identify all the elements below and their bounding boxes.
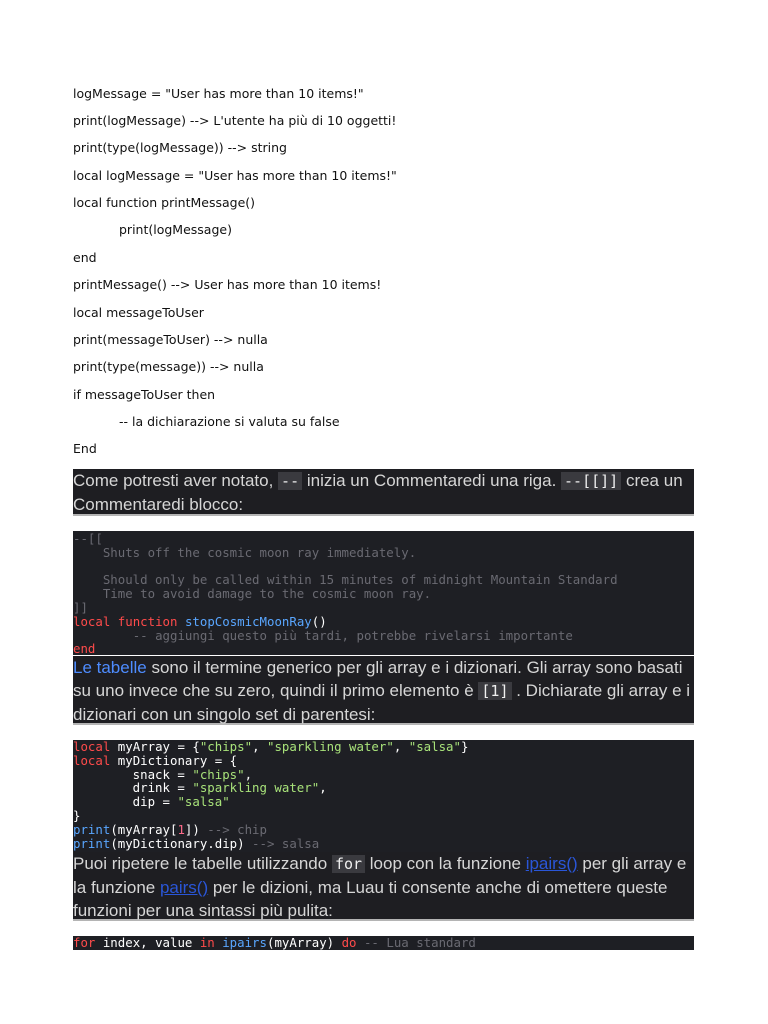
- code-text: (myDictionary.dip): [110, 835, 245, 851]
- code-comment: Should only be called within 15 minutes of midnight Mountain Standard: [73, 572, 618, 588]
- code-text: myDictionary = {: [110, 752, 238, 768]
- code-string: "sparkling water": [266, 740, 394, 754]
- inline-code: --: [278, 472, 302, 490]
- prose-text: crea un Commentaredi blocco:: [73, 471, 683, 514]
- text-line: print(type(logMessage)) --> string: [73, 140, 287, 155]
- text-line: -- la dichiarazione si valuta su false: [119, 414, 340, 429]
- code-comment: ]]: [73, 599, 88, 615]
- code-text: }: [460, 740, 469, 754]
- text-line: print(messageToUser) --> nulla: [73, 332, 268, 347]
- prose-text: loop con la funzione: [365, 854, 526, 873]
- code-function-name: print: [73, 821, 111, 837]
- code-text: ,: [393, 740, 409, 754]
- text-line: print(logMessage) --> L'utente ha più di 10 oggetti!: [73, 113, 397, 128]
- text-line: local function printMessage(): [73, 195, 256, 210]
- inline-code: [1]: [478, 682, 511, 700]
- code-block-tables: [73, 740, 694, 852]
- text-line: End: [73, 441, 97, 456]
- prose-text: sono il termine generico per gli array e i dizionari. Gli array sono basati su uno invece che su zero, quindi il primo elemento è: [73, 658, 683, 700]
- prose-text: inizia un Commentaredi una riga.: [302, 471, 562, 490]
- code-text: dip =: [73, 794, 178, 810]
- code-string: "sparkling water": [192, 780, 320, 796]
- code-text: index, value: [95, 936, 200, 950]
- code-comment: -- aggiungi questo più tardi, potrebbe rivelarsi importante: [132, 627, 573, 643]
- code-comment: --> chip: [199, 821, 267, 837]
- code-function-name: ipairs: [222, 936, 267, 950]
- code-text: ,: [252, 740, 267, 754]
- code-keyword: in: [199, 936, 215, 950]
- code-punctuation: (): [311, 613, 327, 629]
- code-keyword: local: [73, 740, 111, 754]
- text-line: local messageToUser: [73, 305, 204, 320]
- code-comment: Time to avoid damage to the cosmic moon ray.: [73, 586, 432, 602]
- code-text: snack =: [73, 766, 193, 782]
- code-text: (myArray): [266, 936, 342, 950]
- text-line: if messageToUser then: [73, 387, 216, 402]
- code-string: "chips": [199, 740, 253, 754]
- code-block-comments: [73, 531, 694, 655]
- code-keyword: end: [73, 641, 96, 655]
- inline-code: for: [332, 855, 365, 873]
- text-line: end: [73, 250, 97, 265]
- code-text: myArray = {: [110, 740, 200, 754]
- code-keyword: local: [73, 613, 111, 629]
- code-indent: [73, 628, 133, 643]
- code-comment: --[[: [73, 531, 103, 546]
- inline-code: --[[]]: [561, 472, 621, 490]
- tables-link[interactable]: Le tabelle: [73, 658, 147, 677]
- text-line: local logMessage = "User has more than 10 items!": [73, 168, 397, 183]
- code-text: ]): [184, 821, 200, 837]
- code-number: 1: [177, 821, 185, 837]
- code-text: ,: [244, 766, 253, 782]
- code-comment: -- Lua standard: [356, 936, 476, 950]
- code-keyword: for: [73, 936, 96, 950]
- prose-text: per gli array e la funzione: [73, 854, 687, 897]
- code-string: "salsa": [177, 794, 230, 810]
- tables-explanation: [73, 656, 694, 725]
- ipairs-link[interactable]: ipairs(): [525, 854, 578, 873]
- comment-explanation: [73, 469, 694, 516]
- prose-text: Puoi ripetere le tabelle utilizzando: [73, 854, 332, 873]
- prose-text: per le dizioni, ma Luau ti consente anche di omettere queste funzioni per una sintassi più pulita:: [73, 878, 668, 920]
- code-text: }: [73, 807, 81, 823]
- text-line: printMessage() --> User has more than 10 items!: [73, 277, 382, 292]
- prose-text: . Dichiarate gli array e i dizionari con un singolo set di parentesi:: [73, 681, 691, 724]
- text-line: print(logMessage): [119, 222, 232, 237]
- code-function-name: print: [73, 835, 111, 851]
- loops-explanation: [73, 852, 694, 921]
- code-keyword: local: [73, 752, 111, 768]
- pairs-link[interactable]: pairs(): [159, 878, 209, 897]
- text-line: print(type(message)) --> nulla: [73, 359, 264, 374]
- code-comment: Shuts off the cosmic moon ray immediately.: [73, 544, 417, 560]
- prose-text: Come potresti aver notato,: [73, 471, 279, 490]
- code-keyword: function: [117, 613, 178, 629]
- code-text: ,: [319, 780, 327, 796]
- code-keyword: do: [341, 936, 357, 950]
- code-block-loop: [73, 936, 694, 950]
- text-line: logMessage = "User has more than 10 items!": [73, 86, 364, 101]
- code-function-name: stopCosmicMoonRay: [184, 613, 312, 629]
- code-comment: --> salsa: [244, 835, 320, 851]
- code-string: "chips": [192, 766, 245, 782]
- code-text: drink =: [73, 780, 193, 796]
- code-text: (myArray[: [110, 821, 178, 837]
- code-string: "salsa": [408, 740, 461, 754]
